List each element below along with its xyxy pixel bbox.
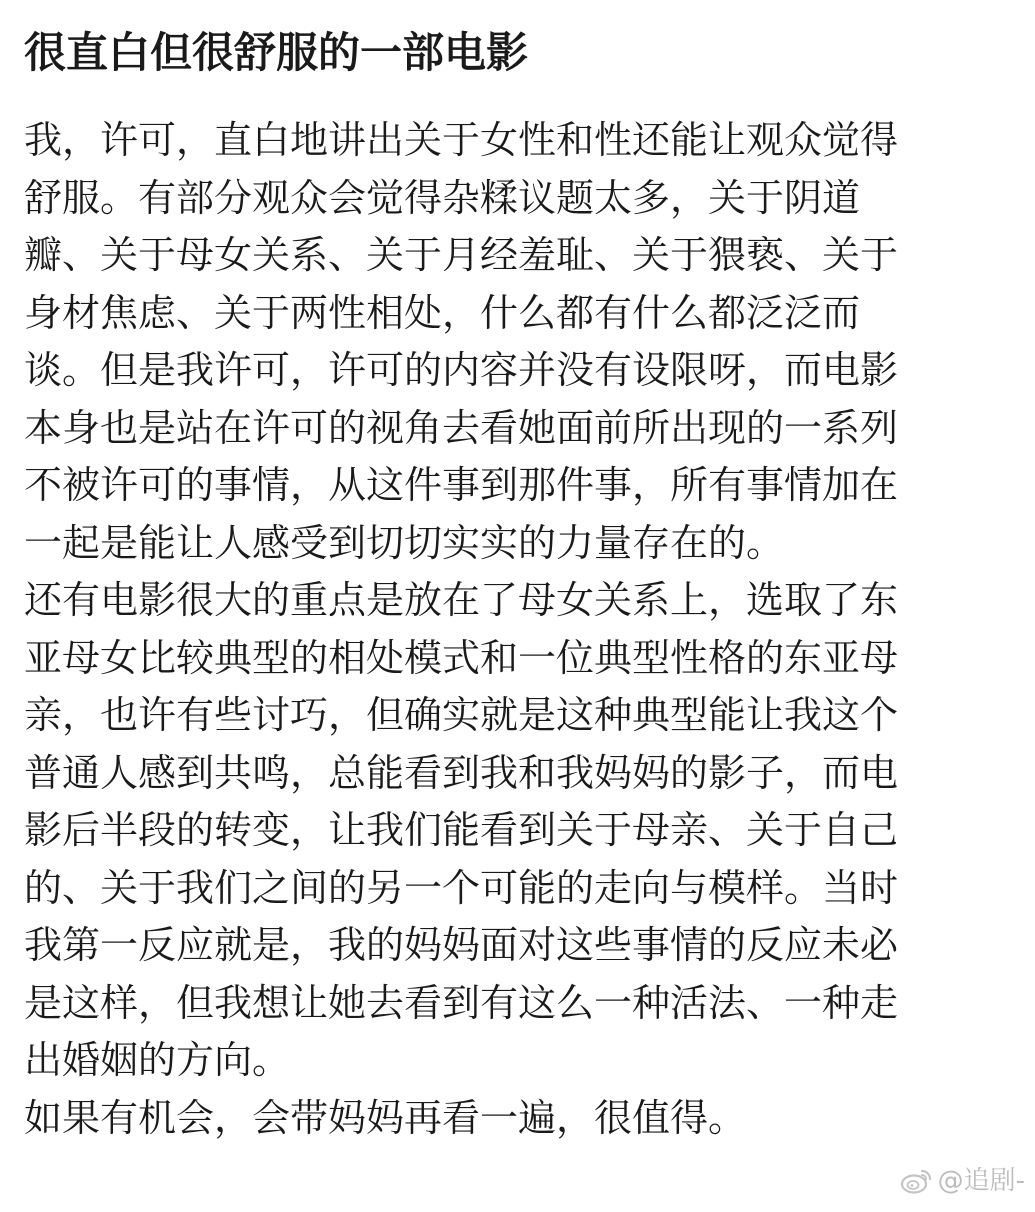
body-line: 瓣、关于母女关系、关于月经羞耻、关于猥亵、关于 bbox=[24, 233, 899, 277]
body-line: 的、关于我们之间的另一个可能的走向与模样。当时 bbox=[24, 865, 899, 910]
body-line: 亲，也许有些讨巧，但确实就是这种典型能让我这个 bbox=[24, 693, 899, 737]
body-line: 不被许可的事情，从这件事到那件事，所有事情加在 bbox=[24, 463, 899, 507]
watermark-text: @追剧- bbox=[937, 1166, 1025, 1196]
body-line: 如果有机会，会带妈妈再看一遍，很值得。 bbox=[24, 1095, 747, 1140]
post-title: 很直白但很舒服的一部电影 bbox=[24, 28, 529, 77]
body-line: 还有电影很大的重点是放在了母女关系上，选取了东 bbox=[24, 578, 899, 622]
body-line: 一起是能让人感受到切切实实的力量存在的。 bbox=[24, 520, 785, 565]
weibo-watermark bbox=[900, 1166, 1025, 1196]
body-line: 是这样，但我想让她去看到有这么一种活法、一种走 bbox=[24, 980, 899, 1025]
body-line: 影后半段的转变，让我们能看到关于母亲、关于自己 bbox=[24, 808, 899, 852]
body-line: 我第一反应就是，我的妈妈面对这些事情的反应未必 bbox=[24, 923, 899, 967]
body-line: 我，许可，直白地讲出关于女性和性还能让观众觉得 bbox=[24, 118, 899, 162]
body-line: 亚母女比较典型的相处模式和一位典型性格的东亚母 bbox=[24, 635, 899, 680]
weibo-icon bbox=[900, 1167, 934, 1195]
body-line: 本身也是站在许可的视角去看她面前所出现的一系列 bbox=[24, 405, 899, 450]
body-line: 身材焦虑、关于两性相处，什么都有什么都泛泛而 bbox=[24, 290, 861, 335]
body-line: 出婚姻的方向。 bbox=[24, 1038, 291, 1082]
body-line: 普通人感到共鸣，总能看到我和我妈妈的影子，而电 bbox=[24, 750, 899, 795]
body-line: 谈。但是我许可，许可的内容并没有设限呀，而电影 bbox=[24, 348, 899, 392]
body-line: 舒服。有部分观众会觉得杂糅议题太多，关于阴道 bbox=[24, 175, 861, 220]
post-body bbox=[24, 112, 1007, 1147]
